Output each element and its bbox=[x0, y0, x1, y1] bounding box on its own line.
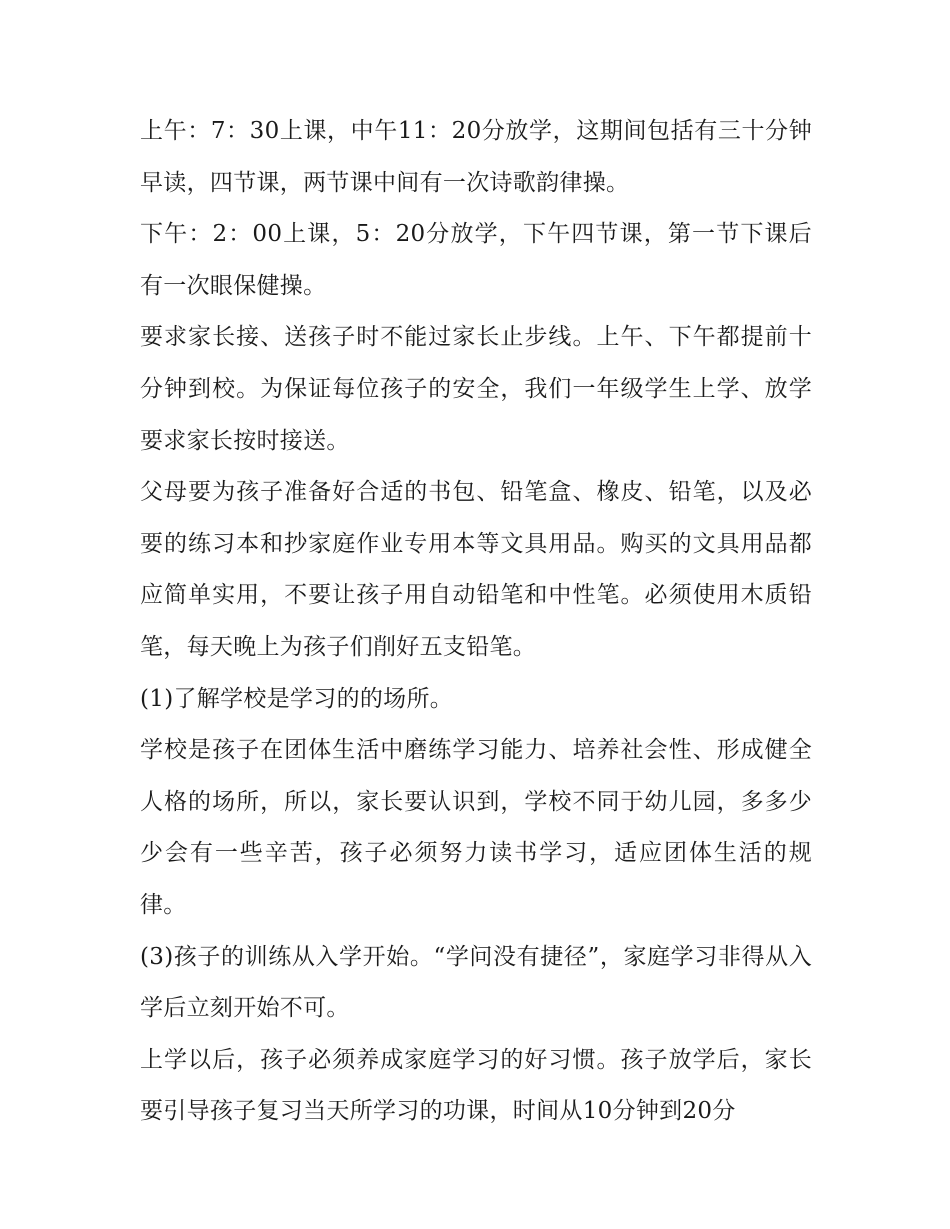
paragraph-school-purpose: 学校是孩子在团体生活中磨练学习能力、培养社会性、形成健全人格的场所，所以，家长要认识到，学校不同于幼儿园，多多少少会有一些辛苦，孩子必须努力读书学习，适应团体生活的规律。 bbox=[140, 737, 812, 918]
paragraph-home-study: 上学以后，孩子必须养成家庭学习的好习惯。孩子放学后，家长要引导孩子复习当天所学习的功课，时间从10分钟到20分 bbox=[140, 1046, 812, 1125]
paragraph-pickup-rules: 要求家长接、送孩子时不能过家长止步线。上午、下午都提前十分钟到校。为保证每位孩子的安全，我们一年级学生上学、放学要求家长按时接送。 bbox=[140, 324, 812, 454]
paragraph-stationery: 父母要为孩子准备好合适的书包、铅笔盒、橡皮、铅笔，以及必要的练习本和抄家庭作业专用本等文具用品。购买的文具用品都应简单实用，不要让孩子用自动铅笔和中性笔。必须使用木质铅笔，每天晚上为孩子们削好五支铅笔。 bbox=[140, 479, 812, 660]
paragraph-heading-3: (3)孩子的训练从入学开始。“学问没有捷径”，家庭学习非得从入学后立刻开始不可。 bbox=[140, 943, 812, 1022]
paragraph-schedule-afternoon: 下午：2：00上课，5：20分放学，下午四节课，第一节下课后有一次眼保健操。 bbox=[140, 221, 812, 299]
document-body bbox=[140, 106, 812, 1138]
paragraph-schedule-morning: 上午：7：30上课，中午11：20分放学，这期间包括有三十分钟早读，四节课，两节课中间有一次诗歌韵律操。 bbox=[140, 118, 812, 196]
paragraph-heading-1: (1)了解学校是学习的的场所。 bbox=[140, 685, 454, 712]
